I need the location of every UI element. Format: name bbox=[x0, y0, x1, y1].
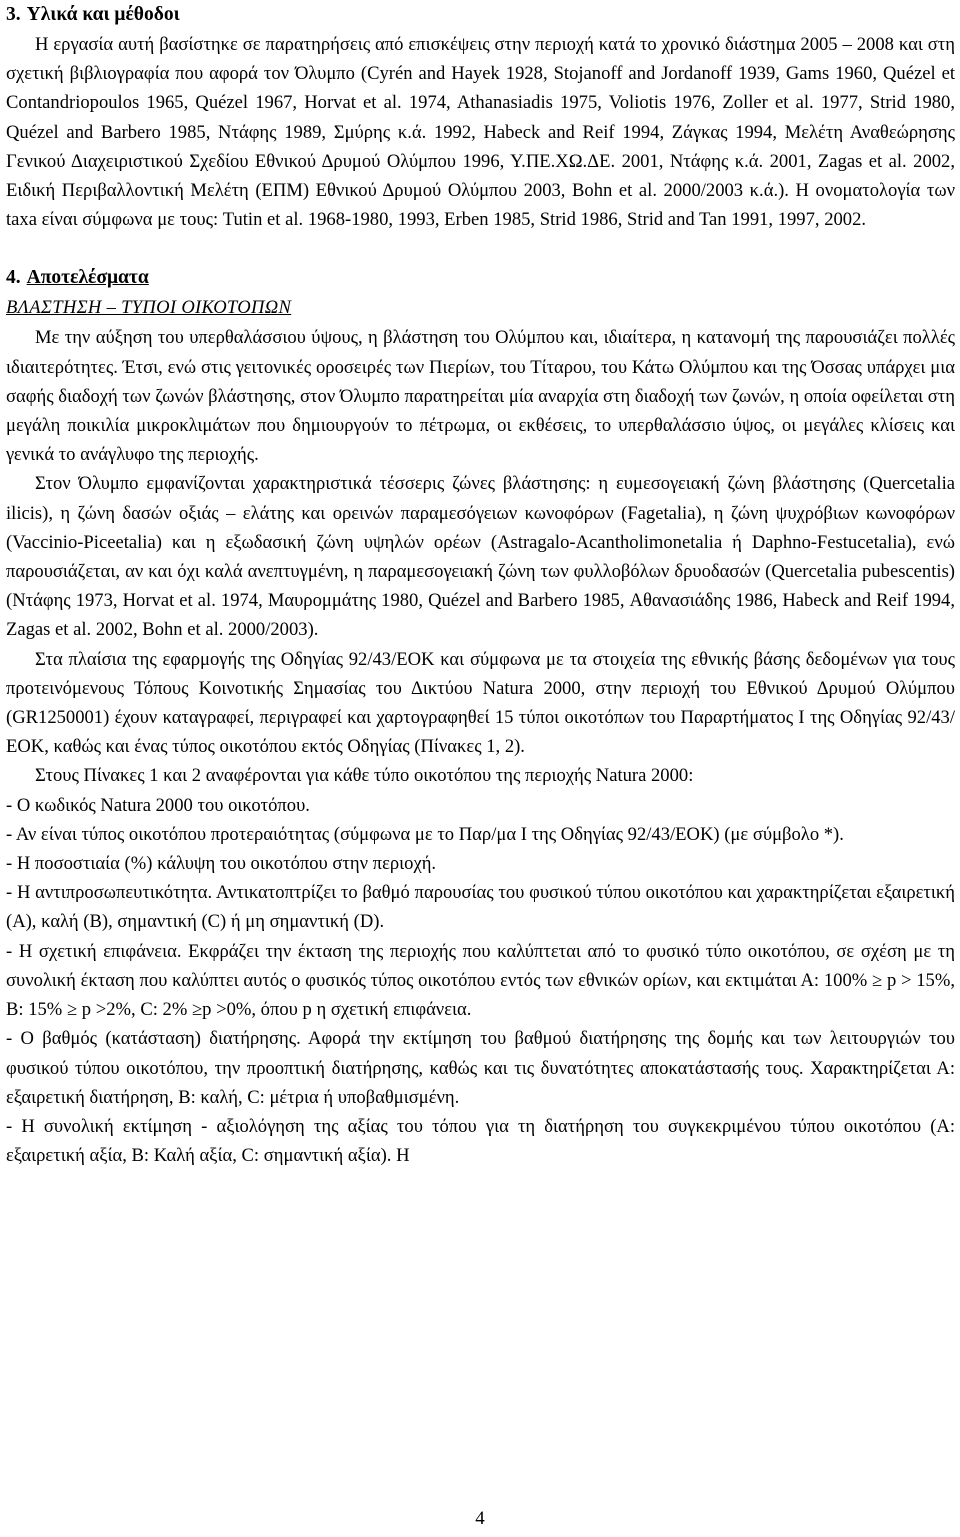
results-paragraph-2: Στον Όλυμπο εμφανίζονται χαρακτηριστικά τέσσερις ζώνες βλάστησης: η ευμεσογειακή ζώνη βλάστησης (Quercetalia ilicis), η ζώνη δασών οξιάς – ελάτης και ορεινών παραμεσόγειων κωνοφόρων (Fagetalia), η ζώνη ψυχρόβιων κωνοφόρων (Vaccinio-Piceetalia) και η εξωδασική ζώνη υψηλών ορέων (Astragalo-Acantholimonetalia ή Daphno-Festucetalia), ενώ παρουσιάζεται, αν και όχι καλά ανεπτυγμένη, η παραμεσογειακή ζώνη των φυλλοβόλων δρυοδασών (Quercetalia pubescentis) (Ντάφης 1973, Horvat et al. 1974, Μαυρομμάτης 1980, Quézel and Barbero 1985, Αθανασιάδης 1986, Habeck and Reif 1994, Zagas et al. 2002, Bohn et al. 2000/2003). bbox=[6, 473, 955, 641]
section-3-number: 3. bbox=[6, 4, 21, 25]
vegetation-subheading: ΒΛΑΣΤΗΣΗ – ΤΥΠΟΙ ΟΙΚΟΤΟΠΩΝ bbox=[6, 297, 292, 319]
section-4-title: Αποτελέσματα bbox=[26, 267, 149, 289]
section-3-paragraph: Η εργασία αυτή βασίστηκε σε παρατηρήσεις από επισκέψεις στην περιοχή κατά το χρονικό διάστημα 2005 – 2008 και στη σχετική βιβλιογραφία που αφορά τον Όλυμπο (Cyrén and Hayek 1928, Stojanoff and Jordanoff 1939, Gams 1960, Quézel et Contandriopoulos 1965, Quézel 1967, Horvat et al. 1974, Athanasiadis 1975, Voliotis 1976, Zoller et al. 1977, Strid 1980, Quézel and Barbero 1985, Ντάφης 1989, Σμύρης κ.ά. 1992, Habeck and Reif 1994, Ζάγκας 1994, Μελέτη Αναθεώρησης Γενικού Διαχειριστικού Σχεδίου Εθνικού Δρυμού Ολύμπου 1996, Υ.ΠΕ.ΧΩ.ΔΕ. 2001, Ντάφης κ.ά. 2001, Zagas et al. 2002, Ειδική Περιβαλλοντική Μελέτη (ΕΠΜ) Εθνικού Δρυμού Ολύμπου 2003, Bohn et al. 2000/2003 κ.ά.). Η ονοματολογία των taxa είναι σύμφωνα με τους: Tutin et al. 1968-1980, 1993, Erben 1985, Strid 1986, Strid and Tan 1991, 1997, 2002. bbox=[6, 34, 955, 231]
list-item: - Η συνολική εκτίμηση - αξιολόγηση της αξίας του τόπου για τη διατήρηση του συγκεκριμένου τύπου οικοτόπου (Α: εξαιρετική αξία, Β: Καλή αξία, C: σημαντική αξία). Η bbox=[6, 1115, 955, 1167]
list-item: - Η σχετική επιφάνεια. Εκφράζει την έκταση της περιοχής που καλύπτεται από το φυσικό τύπο οικοτόπου, σε σχέση με τη συνολική έκταση που καλύπτει αυτός ο φυσικός τύπος οικοτόπου εντός των εθνικών ορίων, και εκτιμάται Α: 100% ≥ p > 15%, Β: 15% ≥ p >2%, C: 2% ≥p >0%, όπου p η σχετική επιφάνεια. bbox=[6, 940, 955, 1021]
section-3-heading bbox=[6, 0, 955, 30]
section-4-number: 4. bbox=[6, 267, 21, 289]
list-item: - Αν είναι τύπος οικοτόπου προτεραιότητας (σύμφωνα με το Παρ/μα Ι της Οδηγίας 92/43/ΕΟΚ) (με σύμβολο *). bbox=[6, 823, 844, 845]
results-paragraph-1: Με την αύξηση του υπερθαλάσσιου ύψους, η βλάστηση του Ολύμπου και, ιδιαίτερα, η κατανομή της παρουσιάζει πολλές ιδιαιτερότητες. Έτσι, ενώ στις γειτονικές οροσειρές των Πιερίων, του Τίταρου, του Κάτω Ολύμπου και της Όσσας υπάρχει μια σαφής διαδοχή των ζωνών βλάστησης, στον Όλυμπο παρατηρείται μία αναρχία στη διαδοχή των ζωνών, η οποία οφείλεται στη μεγάλη ποικιλία μικροκλιμάτων που δημιουργούν το πέτρωμα, οι εκθέσεις, το υπερθαλάσσιο ύψος, οι μεγάλες κλίσεις και γενικά το ανάγλυφο της περιοχής. bbox=[6, 327, 955, 466]
section-3-title: Υλικά και μέθοδοι bbox=[26, 4, 180, 25]
section-4-heading bbox=[6, 263, 955, 293]
list-item: - Η αντιπροσωπευτικότητα. Αντικατοπτρίζει το βαθμό παρουσίας του φυσικού τύπου οικοτόπου και χαρακτηρίζεται εξαιρετική (A), καλή (B), σημαντική (C) ή μη σημαντική (D). bbox=[6, 882, 955, 933]
list-item: - Η ποσοστιαία (%) κάλυψη του οικοτόπου στην περιοχή. bbox=[6, 853, 437, 875]
list-item: - Ο βαθμός (κατάσταση) διατήρησης. Αφορά την εκτίμηση του βαθμού διατήρησης της δομής και των λειτουργιών του φυσικού τύπου οικοτόπου, την προοπτική διατήρησης, καθώς και τις δυνατότητες αποκατάστασής τους. Χαρακτηρίζεται Α: εξαιρετική διατήρηση, Β: καλή, C: μέτρια ή υποβαθμισμένη. bbox=[6, 1028, 955, 1108]
results-paragraph-3: Στα πλαίσια της εφαρμογής της Οδηγίας 92/43/ΕΟΚ και σύμφωνα με τα στοιχεία της εθνικής βάσης δεδομένων για τους προτεινόμενους Τόπους Κοινοτικής Σημασίας του Δικτύου Natura 2000, στην περιοχή του Εθνικού Δρυμού Ολύμπου (GR1250001) έχουν καταγραφεί, περιγραφεί και χαρτογραφηθεί 15 τύποι οικοτόπων του Παραρτήματος Ι της Οδηγίας 92/43/ΕΟΚ, καθώς και ένας τύπος οικοτόπου εκτός Οδηγίας (Πίνακες 1, 2). bbox=[6, 648, 955, 758]
list-item: - Ο κωδικός Natura 2000 του οικοτόπου. bbox=[6, 794, 310, 816]
page-number: 4 bbox=[475, 1508, 485, 1529]
results-paragraph-4: Στους Πίνακες 1 και 2 αναφέρονται για κάθε τύπο οικοτόπου της περιοχής Natura 2000: bbox=[35, 765, 694, 787]
